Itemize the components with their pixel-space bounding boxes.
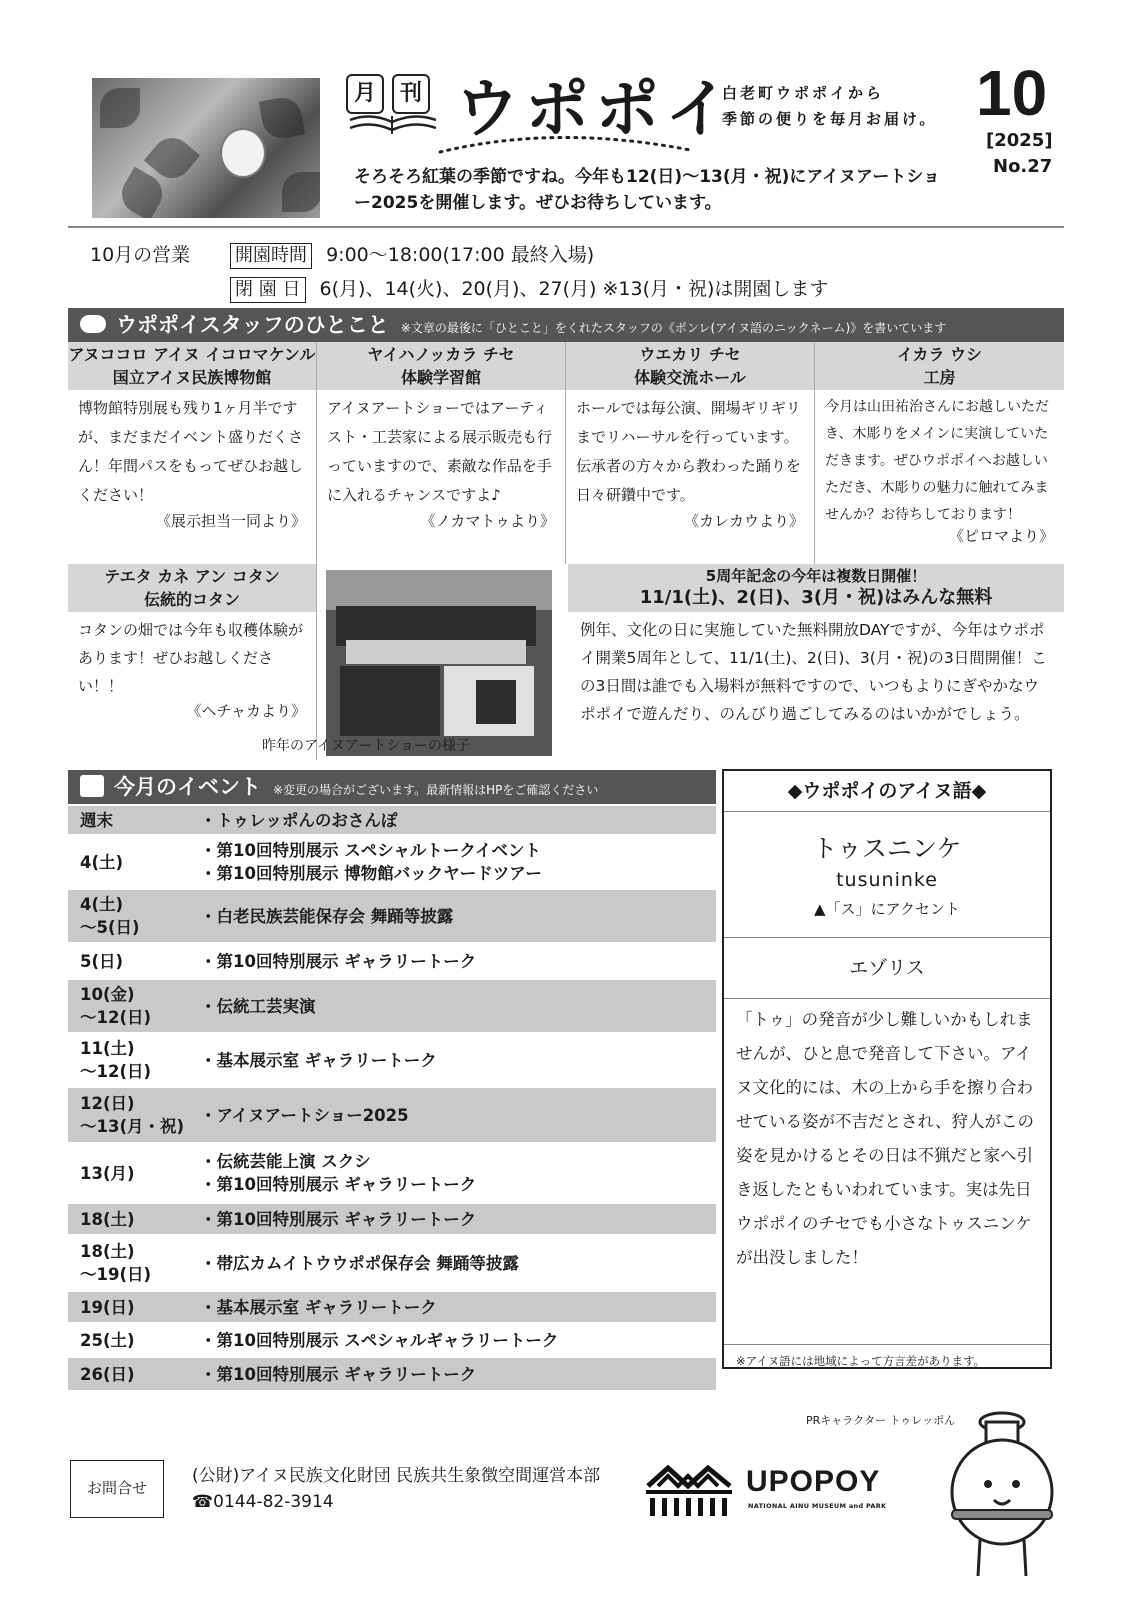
issue-month: 10 bbox=[976, 57, 1048, 129]
staff-col-learning: ヤイハノッカラ チセ 体験学習館 アイヌアートショーではアーティスト・工芸家による展示販売も行っていますので、素敵な作品を手に入れるチャンスですよ♪ 《ノカマトゥより》 bbox=[317, 342, 566, 564]
book-left-label: 月 bbox=[346, 74, 384, 114]
pr-character-label: PRキャラクター トゥレッポん bbox=[806, 1414, 956, 1427]
book-right-label: 刊 bbox=[392, 74, 430, 114]
table-row: 26(日) ・第10回特別展示 ギャラリートーク bbox=[68, 1358, 716, 1392]
photo-caption: 昨年のアイヌアートショーの様子 bbox=[262, 738, 471, 754]
hours-open-row: 10月の営業 開園時間 9:00〜18:00(17:00 最終入場) bbox=[90, 240, 594, 269]
brand-name: UPOPOY bbox=[746, 1465, 881, 1498]
ainu-word-box bbox=[722, 769, 1052, 1369]
table-row: 10(金) 〜12(日) ・伝統工芸実演 bbox=[68, 980, 716, 1034]
brand-subtitle: NATIONAL AINU MUSEUM and PARK bbox=[748, 1502, 887, 1510]
organization-info: (公財)アイヌ民族文化財団 民族共生象徴空間運営本部 ☎0144-82-3914 bbox=[192, 1466, 601, 1512]
closed-days-label: 閉 園 日 bbox=[230, 277, 305, 303]
table-row: 18(土) ・第10回特別展示 ギャラリートーク bbox=[68, 1204, 716, 1236]
issue-number: No.27 bbox=[993, 156, 1053, 177]
speech-bubble-icon bbox=[80, 315, 106, 333]
calendar-icon bbox=[80, 775, 104, 797]
table-row: 13(月) ・伝統芸能上演 スクシ ・第10回特別展示 ギャラリートーク bbox=[68, 1144, 716, 1204]
header-divider bbox=[68, 226, 1064, 228]
staff-comments-grid bbox=[68, 342, 1064, 564]
intro-text: そろそろ紅葉の季節ですね。今年も12(日)〜13(月・祝)にアイヌアートショー2025を開催します。ぜひお待ちしています。 bbox=[354, 167, 941, 213]
mascot-figure bbox=[220, 128, 266, 178]
table-row: 5(日) ・第10回特別展示 ギャラリートーク bbox=[68, 944, 716, 980]
issue-year: [2025] bbox=[986, 130, 1053, 151]
table-row: 19(日) ・基本展示室 ギャラリートーク bbox=[68, 1292, 716, 1324]
ainu-word-footnote: ※アイヌ語には地域によって方言差があります。 bbox=[736, 1354, 986, 1368]
staff-col-kotan: テエタ カネ アン コタン 伝統的コタン コタンの畑では今年も収穫体験があります！ぜひお越しください！！ 《ヘチャカより》 bbox=[68, 564, 317, 760]
table-row: 4(土) ・第10回特別展示 スペシャルトークイベント ・第10回特別展示 博物館バックヤードツアー bbox=[68, 836, 716, 890]
table-row: 18(土) 〜19(日) ・帯広カムイトウウポポ保存会 舞踊等披露 bbox=[68, 1236, 716, 1292]
events-section-header: 今月のイベント ※変更の場合がございます。最新情報はHPをご確認ください bbox=[68, 770, 716, 804]
tagline: 白老町ウポポイから 季節の便りを毎月お届け。 bbox=[722, 84, 938, 128]
book-logo bbox=[346, 72, 442, 142]
table-row: 4(土) 〜5(日) ・白老民族芸能保存会 舞踊等披露 bbox=[68, 890, 716, 944]
table-row: 25(土) ・第10回特別展示 スペシャルギャラリートーク bbox=[68, 1324, 716, 1358]
autumn-leaves-photo bbox=[92, 78, 320, 218]
masthead-title: ウポポイ bbox=[455, 73, 735, 147]
ainu-word-meaning: エゾリス bbox=[724, 938, 1050, 999]
art-show-photo bbox=[326, 570, 552, 756]
ainu-word-description: 「トゥ」の発音が少し難しいかもしれませんが、ひと息で発音して下さい。アイヌ文化的には、木の上から手を擦り合わせている姿が不吉だとされ、狩人がこの姿を見かけるとその日は不猟だと家へ引き返したともいわれています。実は先日ウポポイのチセでも小さなトゥスニンケが出没しました！ bbox=[724, 999, 1050, 1345]
table-row: 週末 ・トゥレッポんのおさんぽ bbox=[68, 806, 716, 836]
tureppon-mascot-icon bbox=[940, 1400, 1064, 1586]
contact-label: お問合せ bbox=[70, 1460, 164, 1518]
free-admission-box: 5周年記念の今年は複数日開催！ 11/1(土)、2(日)、3(月・祝)はみんな無料 例年、文化の日に実施していた無料開放DAYですが、今年はウポポイ開業5周年として、11/1(土)、2(日)、3(月・祝)の3日間開催！この3日間は誰でも入場料が無料ですので、いつもよりにぎやかなウポポイで遊んだり、のんびり過ごしてみるのはいかがでしょう。 bbox=[568, 564, 1064, 728]
staff-col-hall: ウエカリ チセ 体験交流ホール ホールでは毎公演、開場ギリギリまでリハーサルを行っています。伝承者の方々から教わった踊りを日々研鑽中です。 《カレカウより》 bbox=[566, 342, 815, 564]
upopoy-logo-icon bbox=[644, 1462, 734, 1518]
table-row: 12(日) 〜13(月・祝) ・アイヌアートショー2025 bbox=[68, 1088, 716, 1144]
staff-section-header: ウポポイスタッフのひとこと ※文章の最後に「ひとこと」をくれたスタッフの《ポンレ(アイヌ語のニックネーム)》を書いています bbox=[68, 308, 1064, 342]
table-row: 11(土) 〜12(日) ・基本展示室 ギャラリートーク bbox=[68, 1034, 716, 1088]
events-table bbox=[68, 806, 716, 1392]
open-time-label: 開園時間 bbox=[230, 243, 312, 269]
ainu-word-title: ◆ウポポイのアイヌ語◆ bbox=[724, 771, 1050, 812]
dotted-swoosh bbox=[436, 128, 696, 158]
staff-row-2 bbox=[68, 564, 1064, 760]
hours-closed-row: 閉 園 日 6(月)、14(火)、20(月)、27(月) ※13(月・祝)は開園します bbox=[90, 274, 828, 303]
staff-col-museum: アヌココロ アイヌ イコロマケンル 国立アイヌ民族博物館 博物館特別展も残り1ヶ月半ですが、まだまだイベント盛りだくさん！年間パスをもってぜひお越しください！ 《展示担当一同より》 bbox=[68, 342, 317, 564]
ainu-word-entry: トゥスニンケ tusuninke ▲「ス」にアクセント bbox=[724, 812, 1050, 938]
staff-col-workshop: イカラ ウシ 工房 今月は山田祐治さんにお越しいただき、木彫りをメインに実演していただきます。ぜひウポポイへお越しいただき、木彫りの魅力に触れてみませんか？お待ちしております！ 《ピロマより》 bbox=[815, 342, 1064, 564]
open-book-icon bbox=[346, 72, 442, 142]
